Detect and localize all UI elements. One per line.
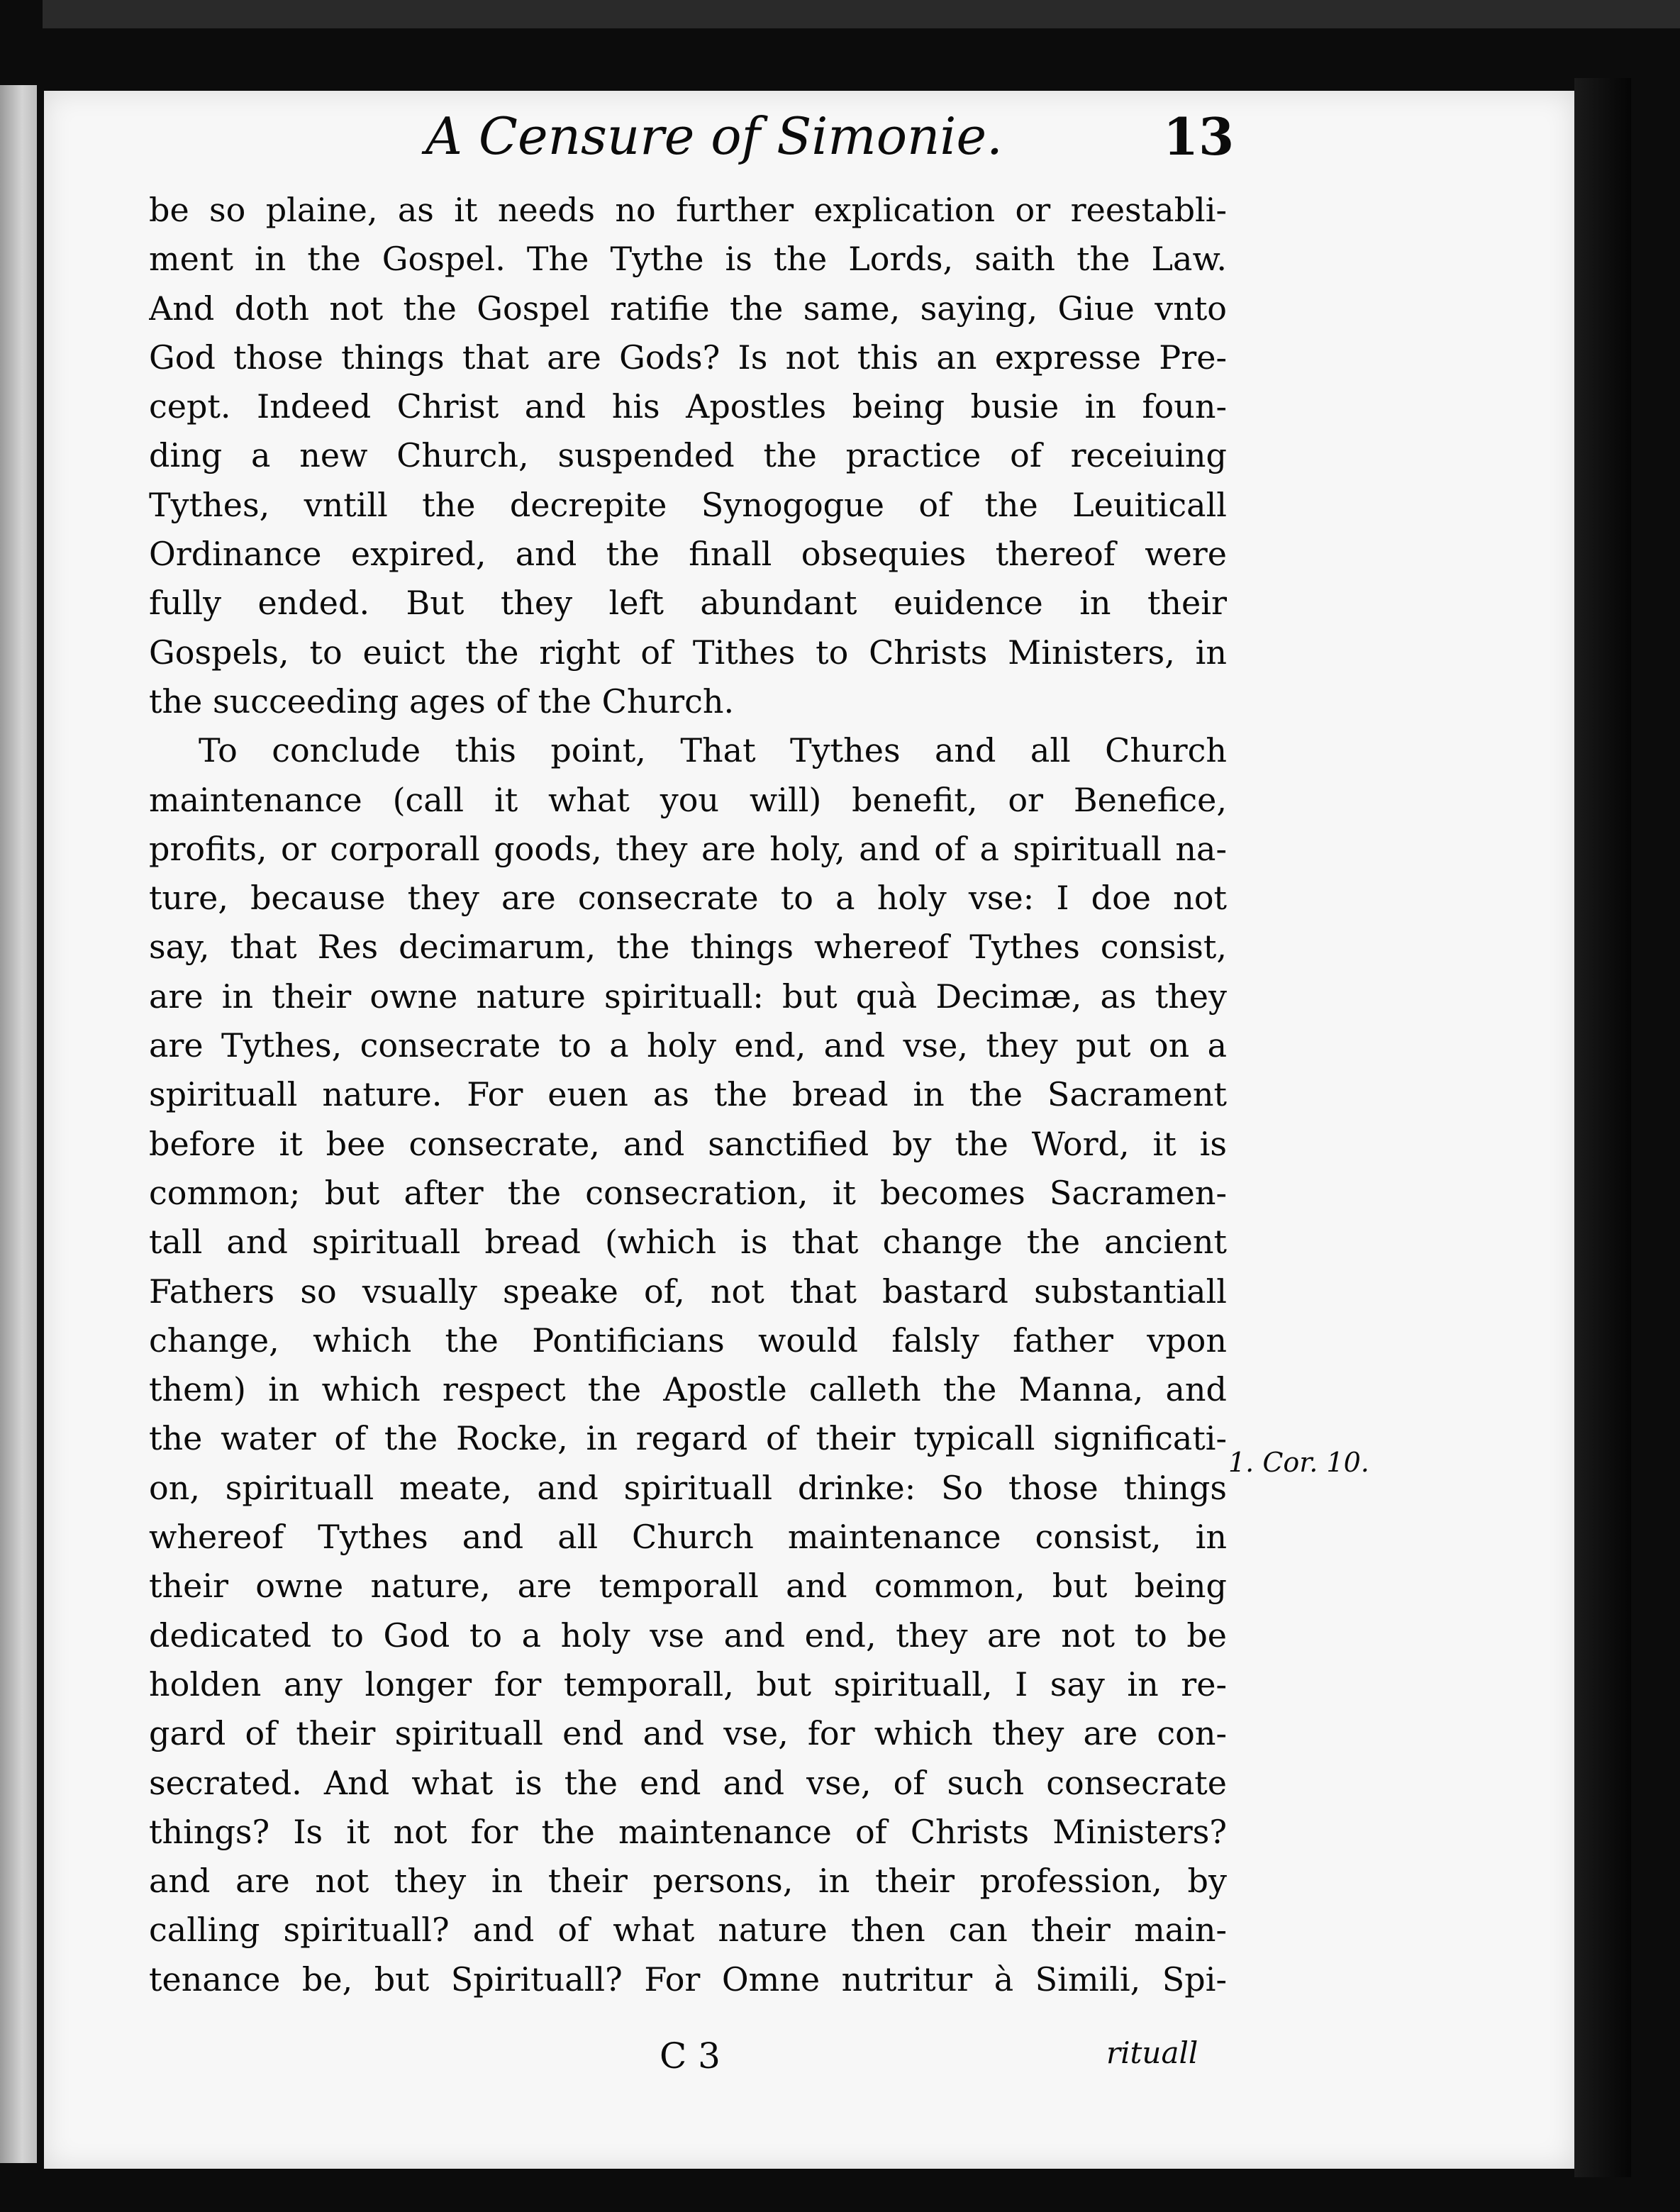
text-line: dedicated to God to a holy vse and end, they are not to be — [149, 1616, 1227, 1655]
text-line: the succeeding ages of the Church. — [149, 682, 735, 721]
text-line: before it bee consecrate, and sanctified by the Word, it is — [149, 1124, 1227, 1163]
text-line: Fathers so vsually speake of, not that bastard substantiall — [149, 1272, 1227, 1311]
text-line: tall and spirituall bread (which is that change the ancient — [149, 1223, 1227, 1262]
text-line: God those things that are Gods? Is not this an expresse Pre- — [149, 338, 1227, 377]
running-title: A Censure of Simonie. — [425, 106, 1003, 166]
text-line: things? Is it not for the maintenance of Christs Ministers? — [149, 1812, 1227, 1851]
text-line: gard of their spirituall end and vse, for which they are con- — [149, 1714, 1227, 1753]
text-line: their owne nature, are temporall and common, but being — [149, 1567, 1227, 1606]
text-line: fully ended. But they left abundant euidence in their — [149, 584, 1227, 623]
scan-top-border — [43, 0, 1680, 28]
text-line: Ordinance expired, and the finall obsequies thereof were — [149, 535, 1227, 574]
text-line: maintenance (call it what you will) benefit, or Benefice, — [149, 780, 1227, 819]
body-text — [149, 186, 1227, 2004]
signature-mark: C 3 — [660, 2035, 721, 2077]
page-header — [383, 106, 1234, 170]
text-line: And doth not the Gospel ratifie the same, saying, Giue vnto — [149, 289, 1227, 328]
text-line: whereof Tythes and all Church maintenance consist, in — [149, 1518, 1227, 1557]
text-line: Tythes, vntill the decrepite Synogogue of the Leuiticall — [149, 485, 1227, 524]
text-line: ture, because they are consecrate to a holy vse: I doe not — [149, 879, 1227, 918]
catchword: rituall — [1106, 2035, 1198, 2070]
text-line: secrated. And what is the end and vse, of such consecrate — [149, 1763, 1227, 1802]
text-line: and are not they in their persons, in their profession, by — [149, 1862, 1227, 1901]
book-edge-shadow — [1574, 78, 1631, 2177]
text-line: are in their owne nature spirituall: but quà Decimæ, as they — [149, 977, 1227, 1016]
text-line: holden any longer for temporall, but spirituall, I say in re- — [149, 1664, 1227, 1704]
text-line: on, spirituall meate, and spirituall drinke: So those things — [149, 1468, 1227, 1507]
text-line: change, which the Pontificians would falsly father vpon — [149, 1321, 1227, 1360]
facing-page-edge — [0, 85, 37, 2163]
marginal-reference: 1. Cor. 10. — [1228, 1447, 1369, 1478]
text-line: be so plaine, as it needs no further explication or reestabli- — [149, 191, 1227, 229]
text-line: the water of the Rocke, in regard of their typicall significati- — [149, 1419, 1227, 1458]
text-line: ment in the Gospel. The Tythe is the Lords, saith the Law. — [149, 240, 1227, 279]
text-line: are Tythes, consecrate to a holy end, and vse, they put on a — [149, 1026, 1227, 1065]
text-line: calling spirituall? and of what nature then can their main- — [149, 1911, 1227, 1950]
text-line: them) in which respect the Apostle calleth the Manna, and — [149, 1370, 1227, 1409]
text-line: Gospels, to euict the right of Tithes to Christs Ministers, in — [149, 633, 1227, 672]
text-line: ding a new Church, suspended the practice of receiuing — [149, 436, 1227, 475]
text-line: tenance be, but Spirituall? For Omne nutritur à Simili, Spi- — [149, 1960, 1227, 1999]
text-line: To conclude this point, That Tythes and all Church — [199, 731, 1227, 770]
text-line: say, that Res decimarum, the things whereof Tythes consist, — [149, 928, 1227, 967]
text-line: common; but after the consecration, it becomes Sacramen- — [149, 1173, 1227, 1212]
text-line: cept. Indeed Christ and his Apostles being busie in foun- — [149, 387, 1227, 426]
page-number: 13 — [1163, 106, 1235, 167]
text-line: profits, or corporall goods, they are holy, and of a spirituall na- — [149, 829, 1227, 868]
text-line: spirituall nature. For euen as the bread in the Sacrament — [149, 1075, 1227, 1114]
